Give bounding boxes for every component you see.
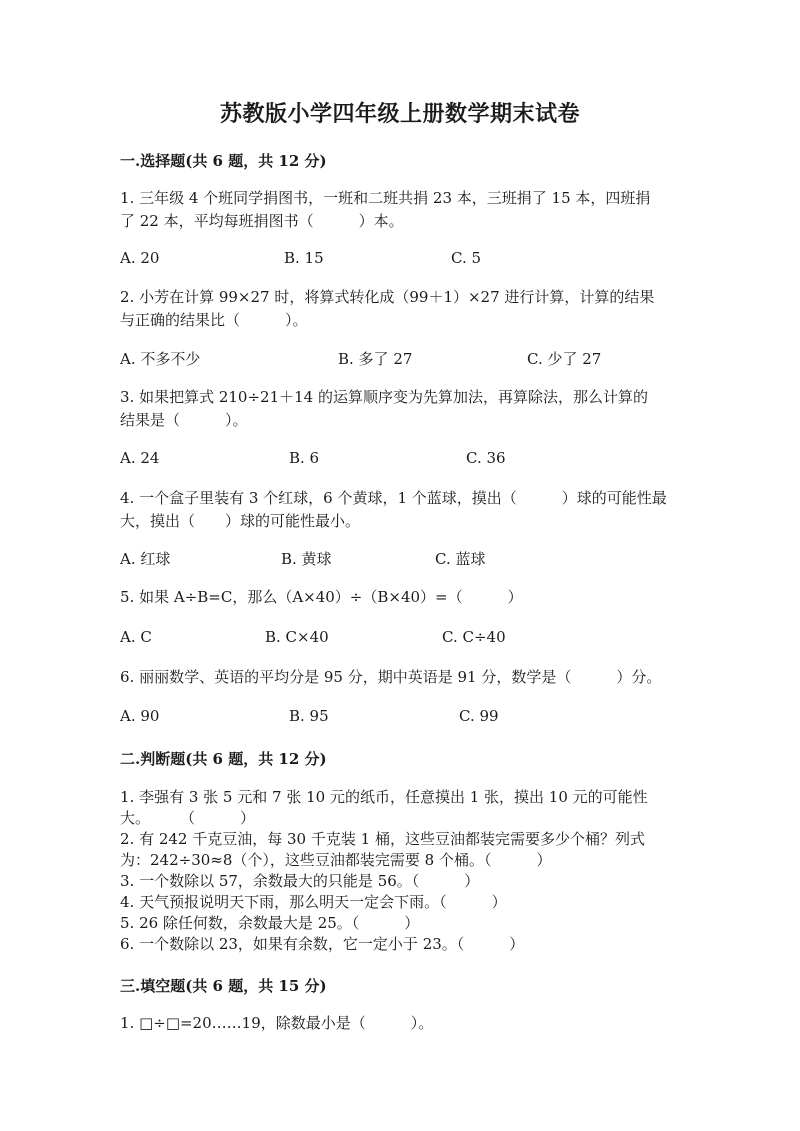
question-text-line: 了 22 本，平均每班捐图书（ ）本。 xyxy=(120,212,404,230)
option-b: B. 95 xyxy=(289,707,329,725)
question-text-line: 4. 一个盒子里装有 3 个红球，6 个黄球，1 个蓝球，摸出（ ）球的可能性最 xyxy=(120,489,667,507)
option-b: B. 15 xyxy=(284,249,324,267)
question-1 xyxy=(120,187,690,233)
question-2 xyxy=(120,286,690,332)
option-c: C. 99 xyxy=(459,707,499,725)
option-b: B. 黄球 xyxy=(281,550,332,568)
option-a: A. 红球 xyxy=(120,550,171,568)
fill-blank-question-1 xyxy=(120,1012,690,1035)
judgement-line: 为：242÷30≈8（个），这些豆油都装完需要 8 个桶。（ ） xyxy=(120,851,552,869)
option-c: C. 5 xyxy=(451,249,482,267)
question-text-line: 1. □÷□=20……19，除数最小是（ ）。 xyxy=(120,1014,434,1032)
question-text-line: 6. 丽丽数学、英语的平均分是 95 分，期中英语是 91 分，数学是（ ）分。 xyxy=(120,668,662,686)
question-text-line: 结果是（ ）。 xyxy=(120,411,248,429)
question-6-options xyxy=(120,707,690,729)
section-heading-judgement: 二.判断题(共 6 题，共 12 分) xyxy=(120,750,327,768)
judgement-line: 3. 一个数除以 57，余数最大的只能是 56。（ ） xyxy=(120,872,480,890)
question-4 xyxy=(120,487,690,533)
section-heading-fill-blank: 三.填空题(共 6 题，共 15 分) xyxy=(120,977,327,995)
judgement-line: 大。 （ ） xyxy=(120,809,256,827)
judgement-line: 4. 天气预报说明天下雨，那么明天一定会下雨。（ ） xyxy=(120,893,507,911)
question-text-line: 大，摸出（ ）球的可能性最小。 xyxy=(120,512,361,530)
option-a: A. C xyxy=(120,628,152,646)
option-a: A. 24 xyxy=(120,449,160,467)
judgement-line: 6. 一个数除以 23，如果有余数，它一定小于 23。（ ） xyxy=(120,935,525,953)
option-b: B. C×40 xyxy=(265,628,329,646)
option-a: A. 不多不少 xyxy=(120,350,201,368)
option-c: C. 少了 27 xyxy=(527,350,602,368)
question-3 xyxy=(120,386,690,432)
option-a: A. 90 xyxy=(120,707,160,725)
question-6 xyxy=(120,666,690,689)
question-text-line: 1. 三年级 4 个班同学捐图书，一班和二班共捐 23 本，三班捐了 15 本，四班捐 xyxy=(120,189,651,207)
question-5 xyxy=(120,586,690,609)
question-3-options xyxy=(120,449,690,471)
option-c: C. 36 xyxy=(466,449,506,467)
question-text-line: 与正确的结果比（ ）。 xyxy=(120,311,308,329)
page-title: 苏教版小学四年级上册数学期末试卷 xyxy=(219,101,580,127)
option-c: C. C÷40 xyxy=(442,628,506,646)
question-text-line: 3. 如果把算式 210÷21＋14 的运算顺序变为先算加法，再算除法，那么计算的 xyxy=(120,388,648,406)
option-c: C. 蓝球 xyxy=(435,550,486,568)
section-heading-choice: 一.选择题(共 6 题，共 12 分) xyxy=(120,152,327,170)
option-a: A. 20 xyxy=(120,249,160,267)
question-2-options xyxy=(120,348,690,370)
question-5-options xyxy=(120,628,690,650)
judgement-line: 5. 26 除任何数，余数最大是 25。（ ） xyxy=(120,914,420,932)
judgement-line: 2. 有 242 千克豆油，每 30 千克装 1 桶，这些豆油都装完需要多少个桶？列式 xyxy=(120,830,645,848)
question-1-options xyxy=(120,249,690,271)
judgement-questions xyxy=(120,787,690,955)
question-text-line: 5. 如果 A÷B=C，那么（A×40）÷（B×40）=（ ） xyxy=(120,588,523,606)
option-b: B. 6 xyxy=(289,449,320,467)
question-text-line: 2. 小芳在计算 99×27 时，将算式转化成（99＋1）×27 进行计算，计算的结果 xyxy=(120,288,655,306)
question-4-options xyxy=(120,548,690,570)
option-b: B. 多了 27 xyxy=(338,350,413,368)
judgement-line: 1. 李强有 3 张 5 元和 7 张 10 元的纸币，任意摸出 1 张，摸出 10 元的可能性 xyxy=(120,788,648,806)
